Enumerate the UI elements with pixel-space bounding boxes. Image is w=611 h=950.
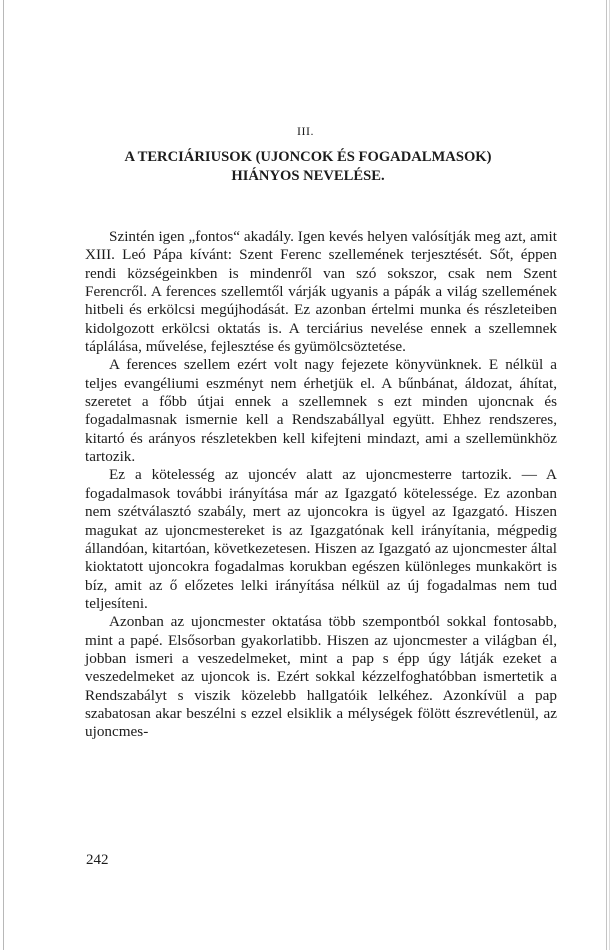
paragraph: Ez a kötelesség az ujoncév alatt az ujoncmesterre tartozik. — A fogadalmasok további irányítása már az Igazgató kötelessége. Ez azonban nem szétválasztó szabály, mert az ujoncokra is ügyel az Igazgató. Hiszen magukat az ujoncmestereket is az Igazgatónak kell irányítania, mégpedig állandóan, kitartóan, következetesen. Hiszen az Igazgató az ujoncmester által kioktatott ujoncokra fogadalmas korukban egészen különleges munkakört is bíz, amit az ő előzetes lelki irányítása nélkül az új fogadalmas nem tud teljesíteni. — [85, 466, 557, 612]
chapter-title-line-2: HIÁNYOS NEVELÉSE. — [231, 168, 385, 184]
chapter-title — [60, 148, 556, 186]
paragraph: A ferences szellem ezért volt nagy fejezete könyvünknek. E nélkül a teljes evangéliumi eszményt nem érhetjük el. A bűnbánat, áldozat, áhítat, szeretet a főbb útjai ennek a szellemnek s ezt minden ujoncnak és fogadalmasnak ismernie kell a Rendszabállyal együtt. Ehhez rendszeres, kitartó és arányos részletekben kell kifejteni mindazt, ami a szellemünkhöz tartozik. — [85, 356, 557, 466]
paragraph: Szintén igen „fontos“ akadály. Igen kevés helyen valósítják meg azt, amit XIII. Leó Pápa kívánt: Szent Ferenc szellemének terjesztését. Sőt, éppen rendi községeinkben is mindenről van szó sokszor, csak nem Szent Ferencről. A ferences szellemtől várják ugyanis a pápák a világ szellemének hitbeli és erkölcsi megújhodását. Ez azonban értelmi munka és részleteiben kidolgozott erkölcsi oktatás is. A terciárius nevelése ennek a szellemnek táplálása, művelése, fejlesztése és gyümölcsöztetése. — [85, 228, 557, 356]
page-edge-left — [3, 0, 4, 950]
page-number: 242 — [86, 852, 109, 868]
page-edge-right — [606, 0, 607, 950]
chapter-number: III. — [297, 124, 314, 138]
body-text — [85, 228, 557, 742]
chapter-title-line-1: A TERCIÁRIUSOK (UJONCOK ÉS FOGADALMASOK) — [124, 149, 492, 165]
page-edge-right-outer — [609, 0, 610, 950]
paragraph: Azonban az ujoncmester oktatása több szempontból sokkal fontosabb, mint a papé. Elsősorban gyakorlatibb. Hiszen az ujoncmester a világban él, jobban ismeri a veszedelmeket, mint a pap s épp úgy látják ezeket a veszedelmeket az ujoncok is. Ezért sokkal kézzelfoghatóbban ismertetik a Rendszabályt s viszik közelebb hallgatóik lelkéhez. Azonkívül a pap szabatosan akar beszélni s ezzel elsiklik a mélységek fölött észrevétlenül, az ujoncmes- — [85, 613, 557, 741]
